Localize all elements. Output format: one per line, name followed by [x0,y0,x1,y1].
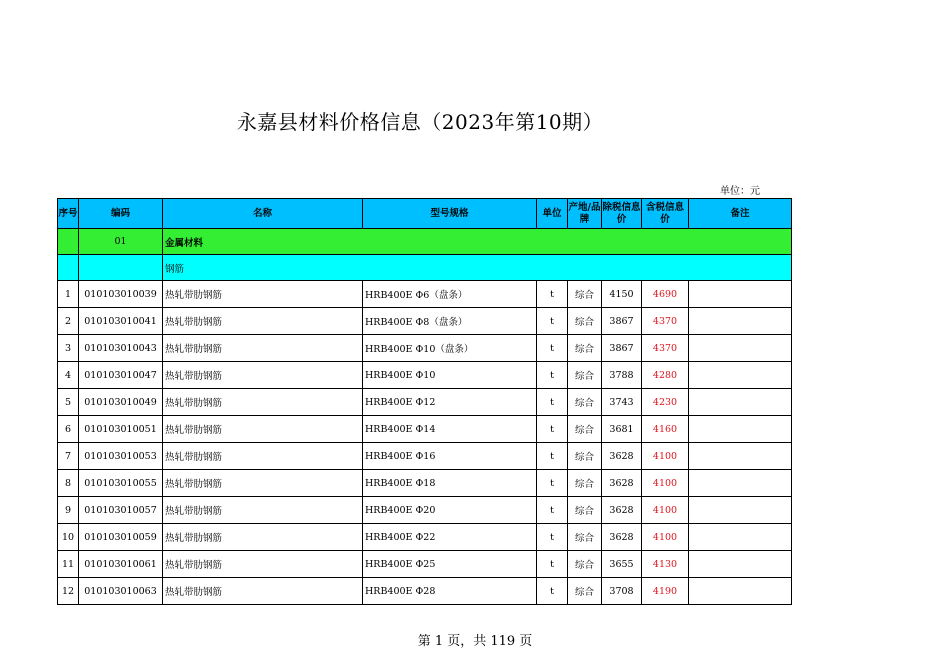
header-cell: 除税信息价 [602,199,642,229]
table-row [58,524,792,551]
row-pre-tax-price: 3867 [602,335,642,362]
table-row [58,308,792,335]
row-name: 热轧带肋钢筋 [163,281,363,308]
row-origin: 综合 [568,551,602,578]
header-cell: 序号 [58,199,79,229]
row-unit: t [537,281,568,308]
page-footer: 第 1 页，共 119 页 [417,634,533,649]
row-note [689,443,792,470]
unit-label: 单位：元 [720,186,760,197]
table-row [58,389,792,416]
row-unit: t [537,416,568,443]
row-origin: 综合 [568,470,602,497]
row-name: 热轧带肋钢筋 [163,362,363,389]
table-row [58,470,792,497]
header-cell: 含税信息价 [642,199,689,229]
header-cell: 名称 [163,199,363,229]
row-origin: 综合 [568,578,602,605]
row-unit: t [537,443,568,470]
row-with-tax-price: 4160 [642,416,689,443]
row-with-tax-price: 4100 [642,524,689,551]
row-pre-tax-price: 3628 [602,524,642,551]
row-spec: HRB400E Φ6（盘条） [363,281,537,308]
row-unit: t [537,578,568,605]
row-origin: 综合 [568,389,602,416]
row-number: 12 [58,578,79,605]
row-unit: t [537,308,568,335]
row-name: 热轧带肋钢筋 [163,443,363,470]
row-code: 010103010047 [79,362,163,389]
row-origin: 综合 [568,416,602,443]
row-code: 010103010061 [79,551,163,578]
row-number: 5 [58,389,79,416]
row-code: 010103010055 [79,470,163,497]
row-origin: 综合 [568,524,602,551]
row-origin: 综合 [568,308,602,335]
row-spec: HRB400E Φ25 [363,551,537,578]
table-row [58,362,792,389]
row-pre-tax-price: 3628 [602,443,642,470]
row-pre-tax-price: 3655 [602,551,642,578]
row-code: 010103010063 [79,578,163,605]
row-number: 6 [58,416,79,443]
row-with-tax-price: 4100 [642,497,689,524]
subcategory-cell [79,255,163,281]
category-name: 金属材料 [163,229,792,255]
row-number: 10 [58,524,79,551]
row-name: 热轧带肋钢筋 [163,308,363,335]
row-number: 3 [58,335,79,362]
row-note [689,551,792,578]
row-number: 2 [58,308,79,335]
subcategory-row [58,255,792,281]
row-unit: t [537,497,568,524]
row-code: 010103010057 [79,497,163,524]
row-name: 热轧带肋钢筋 [163,551,363,578]
row-with-tax-price: 4230 [642,389,689,416]
row-unit: t [537,362,568,389]
row-origin: 综合 [568,335,602,362]
table-row [58,497,792,524]
table-header-row [58,199,792,229]
row-number: 8 [58,470,79,497]
row-with-tax-price: 4130 [642,551,689,578]
row-spec: HRB400E Φ12 [363,389,537,416]
row-number: 9 [58,497,79,524]
row-with-tax-price: 4100 [642,443,689,470]
category-cell [58,229,79,255]
table-row [58,335,792,362]
row-note [689,281,792,308]
row-number: 7 [58,443,79,470]
row-unit: t [537,335,568,362]
row-with-tax-price: 4690 [642,281,689,308]
row-with-tax-price: 4100 [642,470,689,497]
row-pre-tax-price: 3788 [602,362,642,389]
table-row [58,578,792,605]
row-number: 11 [58,551,79,578]
row-note [689,470,792,497]
row-number: 4 [58,362,79,389]
row-name: 热轧带肋钢筋 [163,578,363,605]
category-code: 01 [79,229,163,255]
row-with-tax-price: 4280 [642,362,689,389]
row-pre-tax-price: 4150 [602,281,642,308]
row-code: 010103010043 [79,335,163,362]
subcategory-cell [58,255,79,281]
header-cell: 型号规格 [363,199,537,229]
row-unit: t [537,551,568,578]
row-pre-tax-price: 3628 [602,470,642,497]
row-pre-tax-price: 3628 [602,497,642,524]
row-name: 热轧带肋钢筋 [163,389,363,416]
page-title: 永嘉县材料价格信息（2023年第10期） [236,110,604,134]
row-note [689,308,792,335]
row-name: 热轧带肋钢筋 [163,497,363,524]
table-row [58,443,792,470]
row-spec: HRB400E Φ10（盘条） [363,335,537,362]
row-number: 1 [58,281,79,308]
row-with-tax-price: 4370 [642,335,689,362]
row-note [689,416,792,443]
row-spec: HRB400E Φ28 [363,578,537,605]
row-spec: HRB400E Φ14 [363,416,537,443]
row-code: 010103010059 [79,524,163,551]
row-name: 热轧带肋钢筋 [163,470,363,497]
row-code: 010103010041 [79,308,163,335]
row-note [689,497,792,524]
row-spec: HRB400E Φ10 [363,362,537,389]
row-pre-tax-price: 3681 [602,416,642,443]
row-unit: t [537,524,568,551]
row-unit: t [537,389,568,416]
row-origin: 综合 [568,281,602,308]
row-code: 010103010053 [79,443,163,470]
row-pre-tax-price: 3708 [602,578,642,605]
row-spec: HRB400E Φ18 [363,470,537,497]
table-row [58,416,792,443]
header-cell: 编码 [79,199,163,229]
row-with-tax-price: 4370 [642,308,689,335]
subcategory-name: 钢筋 [163,255,792,281]
header-cell: 产地/品牌 [568,199,602,229]
price-table [57,198,792,605]
row-name: 热轧带肋钢筋 [163,416,363,443]
row-note [689,362,792,389]
row-origin: 综合 [568,497,602,524]
row-unit: t [537,470,568,497]
row-note [689,578,792,605]
row-code: 010103010049 [79,389,163,416]
row-origin: 综合 [568,443,602,470]
row-note [689,335,792,362]
row-note [689,389,792,416]
table-row [58,281,792,308]
header-cell: 单位 [537,199,568,229]
row-code: 010103010051 [79,416,163,443]
header-cell: 备注 [689,199,792,229]
category-row [58,229,792,255]
row-spec: HRB400E Φ22 [363,524,537,551]
row-pre-tax-price: 3743 [602,389,642,416]
row-spec: HRB400E Φ8（盘条） [363,308,537,335]
row-origin: 综合 [568,362,602,389]
row-name: 热轧带肋钢筋 [163,524,363,551]
row-code: 010103010039 [79,281,163,308]
row-with-tax-price: 4190 [642,578,689,605]
row-spec: HRB400E Φ16 [363,443,537,470]
row-pre-tax-price: 3867 [602,308,642,335]
table-row [58,551,792,578]
row-note [689,524,792,551]
row-spec: HRB400E Φ20 [363,497,537,524]
row-name: 热轧带肋钢筋 [163,335,363,362]
